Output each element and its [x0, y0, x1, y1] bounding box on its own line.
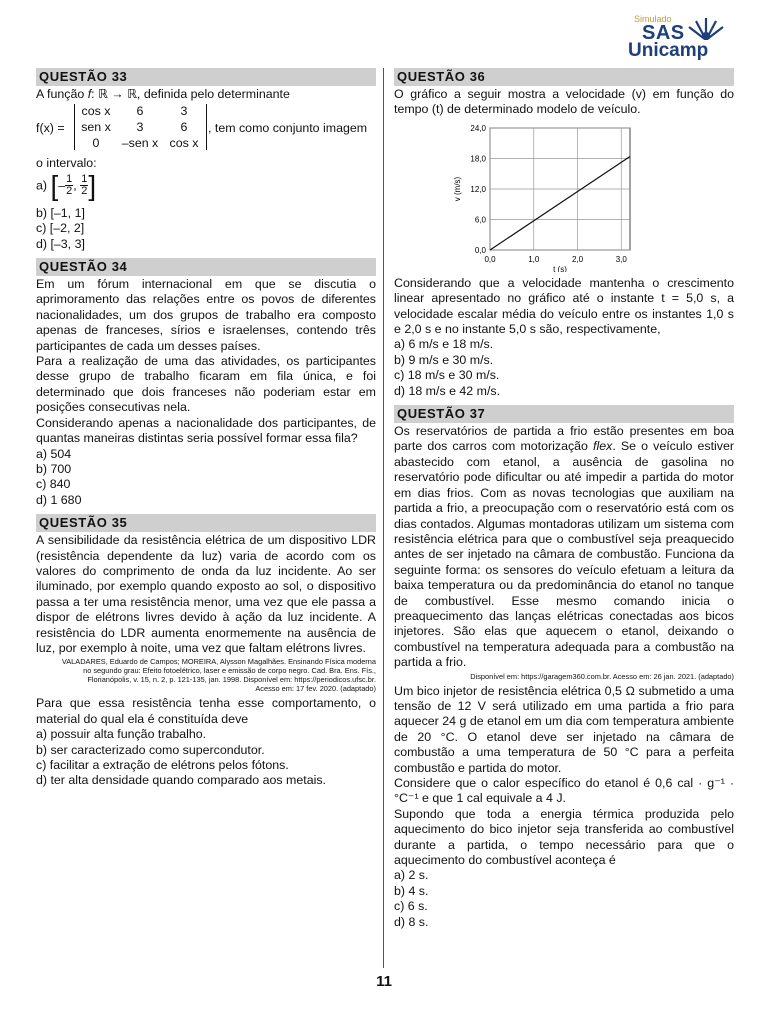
- q33-option: d) [–3, 3]: [36, 236, 85, 251]
- q35-option: d) ter alta densidade quando comparado aos metais.: [36, 773, 326, 788]
- y-tick-label: 0,0: [474, 245, 486, 255]
- q36-option: c) 18 m/s e 30 m/s.: [394, 368, 500, 383]
- q35-option: a) possuir alta função trabalho.: [36, 727, 207, 742]
- y-tick-label: 24,0: [470, 123, 486, 133]
- y-tick-label: 18,0: [470, 154, 486, 164]
- logo-unicamp: Unicamp: [628, 40, 709, 61]
- q37-option: a) 2 s.: [394, 868, 429, 883]
- velocity-chart-svg: [394, 120, 734, 272]
- q34-header: QUESTÃO 34: [36, 258, 376, 276]
- q33-option: c) [–2, 2]: [36, 221, 85, 236]
- q36-header: QUESTÃO 36: [394, 68, 734, 86]
- q36-paragraph: O gráfico a seguir mostra a velocidade (v) em função do tempo (t) de determinado modelo de veículo.: [394, 87, 734, 117]
- q35-option: c) facilitar a extração de elétrons pelos fótons.: [36, 758, 289, 772]
- q34-paragraph: Em um fórum internacional em que se discutia o aprimoramento das relações entre os povos de diferentes nacionalidades, um dos grupos de trabalho era composto apenas de franceses, sírios e israelenses, contendo três participantes de cada um desses países.: [36, 277, 376, 353]
- det-cell: 0: [92, 136, 100, 151]
- q37-header: QUESTÃO 37: [394, 405, 734, 423]
- det-cell: –sen x: [121, 136, 159, 151]
- det-cell: cos x: [169, 136, 199, 151]
- q37-source: Disponível em: https://garagem360.com.br. Acesso em: 26 jan. 2021. (adaptado): [470, 671, 734, 681]
- det-tail-text: , tem como conjunto imagem: [208, 121, 368, 136]
- q36-option: d) 18 m/s e 42 m/s.: [394, 383, 501, 398]
- q34-paragraph: Considerando apenas a nacionalidade dos participantes, de quantas maneiras distintas seria possível formar essa fila?: [36, 415, 376, 446]
- x-axis-label: t (s): [553, 264, 567, 272]
- q37-option: b) 4 s.: [394, 883, 429, 898]
- det-cell: sen x: [81, 120, 111, 135]
- q33-option-a: a) [– $\frac{1}{2}$ , $\frac{1}{2}$ ]: [36, 169, 97, 201]
- x-tick-label: 2,0: [571, 254, 584, 264]
- q37-paragraph: Um bico injetor de resistência elétrica 0,5 Ω submetido a uma tensão de 12 V será utilizado em uma partida a frio para aquecer 24 g de etanol em um dia com temperatura ambiente de 20 °C. O etanol deve ser injetado na câmara de combustão a uma temperatura de 50 °C para a perfeita combustão e partida do motor.: [394, 683, 734, 775]
- q33-option: b) [–1, 1]: [36, 205, 85, 220]
- q37-paragraph: Considere que o calor específico do etanol é 0,6 cal · g⁻¹ · °C⁻¹ e que 1 cal equivale a 4 J.: [394, 776, 734, 806]
- q37-option: c) 6 s.: [394, 899, 428, 914]
- det-cell: 3: [180, 104, 188, 119]
- q37-option: d) 8 s.: [394, 914, 429, 929]
- det-cell: cos x: [81, 104, 111, 119]
- q34-option: d) 1 680: [36, 492, 82, 507]
- sunburst-icon: [686, 14, 726, 40]
- x-tick-label: 1,0: [528, 254, 540, 264]
- sas-unicamp-logo: [622, 12, 732, 62]
- q35-header: QUESTÃO 35: [36, 514, 376, 532]
- q33-intro: A função f: ℝ → ℝ, definida pelo determinante: [36, 87, 290, 101]
- q33-line2: o intervalo:: [36, 156, 97, 171]
- q35-source: VALADARES, Eduardo de Campos; MOREIRA, Alysson Magalhães. Ensinando Física moderna no segundo grau: Efeito fotoelétrico, laser e emissão de corpo negro. Cad. Bra. Ens. Fís., Florianópolis, v. 15, n. 2, p. 121-135, jan. 1998. Disponível em: https://periodicos.ufsc.br. Acesso em: 17 fev. 2020. (adaptado): [61, 657, 376, 694]
- q34-paragraph: Para a realização de uma das atividades, os participantes desse grupo de trabalho ficaram em fila única, e foi determinado que dois franceses não poderiam estar em posições consecutivas nela.: [36, 354, 376, 415]
- det-cell: 6: [136, 104, 144, 119]
- q36-option: a) 6 m/s e 18 m/s.: [394, 337, 494, 352]
- y-tick-label: 6,0: [474, 215, 486, 225]
- logo-sas: SAS: [642, 22, 685, 44]
- q37-paragraph: Os reservatórios de partida a frio estão presentes em boa parte dos carros com motorização flex. Se o veículo estiver abastecido com etanol, a ausência de gasolina no reservatório pode dificultar ou até impedir a partida do motor em dias frios. Com as novas tecnologias que auxiliam na partida a frio, a preocupação com o reservatório está com os dias contados. Algumas montadoras utilizam um sistema com resistência elétrica para que o combustível seja preaquecido antes de ser injetado na câmara de combustão. Funciona da seguinte forma: os sensores do veículo efetuam a leitura da baixa temperatura ou da predominância do etanol no tanque de combustível. Esse mesmo comando inicia o preaquecimento das lanças elétricas conectadas aos bicos injetores. São elas que aquecem o etanol, deixando o combustível na temperatura adequada para a combustão na partida a frio.: [394, 424, 734, 670]
- y-tick-label: 12,0: [470, 184, 486, 194]
- det-cell: 3: [136, 120, 144, 135]
- column-divider: [383, 68, 384, 968]
- x-tick-label: 0,0: [484, 254, 496, 264]
- x-tick-label: 3,0: [615, 254, 627, 264]
- velocity-chart: [394, 120, 734, 272]
- right-column: [394, 68, 734, 930]
- q35-option: b) ser caracterizado como supercondutor.: [36, 742, 265, 757]
- q33-header: QUESTÃO 33: [36, 68, 376, 86]
- logo-simulado: Simulado: [634, 14, 672, 24]
- q36-option: b) 9 m/s e 30 m/s.: [394, 352, 494, 367]
- q34-option: b) 700: [36, 461, 72, 476]
- q37-paragraph: Supondo que toda a energia térmica produzida pelo aquecimento do bico injetor seja transferida ao combustível durante a partida, o tempo necessário para que o aquecimento do combustível aconteça é: [394, 806, 734, 868]
- q35-paragraph: Para que essa resistência tenha esse comportamento, o material do qual ela é constituída deve: [36, 696, 376, 726]
- page-number: 11: [376, 973, 392, 990]
- y-axis-label: v (m/s): [453, 176, 462, 202]
- q34-option: a) 504: [36, 446, 72, 461]
- det-right-bar: [206, 104, 207, 150]
- q35-paragraph: A sensibilidade da resistência elétrica de um dispositivo LDR (resistência dependente da luz) varia de acordo com os valores do comprimento de onda da luz incidente. Ao ser iluminado, por exemplo quando exposto ao sol, o dispositivo passa a ter uma resistência menor, uma vez que ele passa a dispor de elétrons livres devido à ação da luz incidente. A resistência do LDR aumenta enormemente na ausência de luz, por exemplo à noite, uma vez que faltam elétrons livres.: [36, 533, 376, 655]
- left-column: [36, 68, 376, 789]
- q34-option: c) 840: [36, 477, 71, 492]
- q33-determinant: [36, 104, 376, 154]
- fx-label: f(x) =: [36, 121, 65, 136]
- det-cell: 6: [180, 120, 188, 135]
- q36-paragraph: Considerando que a velocidade mantenha o crescimento linear apresentado no gráfico até o instante t = 5,0 s, a velocidade escalar média do veículo entre os instantes 1,0 s e 2,0 s e no instante 5,0 s são, respectivamente,: [394, 275, 734, 337]
